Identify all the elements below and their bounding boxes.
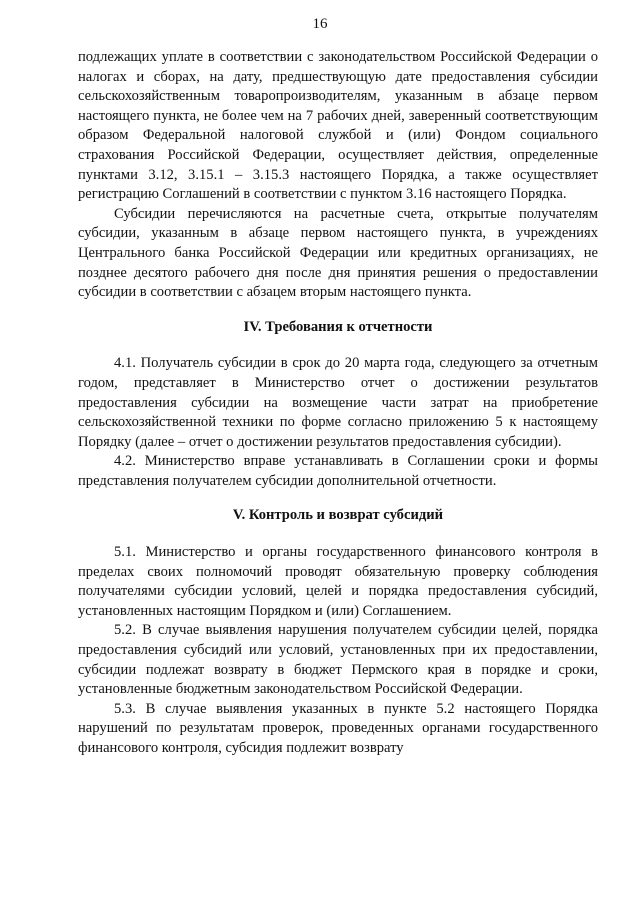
document-body: [78, 48, 598, 759]
paragraph-subsidy-transfer: Субсидии перечисляются на расчетные счета, открытые получателям субсидии, указанным в абзаце первом настоящего пункта, в учреждениях Центрального банка Российской Федерации или кредитных организациях, не позднее десятого рабочего дня после дня принятия решения о предоставлении субсидии в соответствии с абзацем вторым настоящего пункта.: [78, 205, 598, 301]
paragraph-4-2: 4.2. Министерство вправе устанавливать в Соглашении сроки и формы представления получателем субсидии дополнительной отчетности.: [78, 453, 598, 489]
paragraph-continued: подлежащих уплате в соответствии с законодательством Российской Федерации о налогах и сборах, на дату, предшествующую дате предоставления субсидии сельскохозяйственным товаропроизводителям, указанным в абзаце первом настоящего пункта, не более чем на 7 рабочих дней, заверенный соответствующим образом Федеральной налоговой службой и (или) Фондом социального страхования Российской Федерации, осуществляет действия, определенные пунктами 3.12, 3.15.1 – 3.15.3 настоящего Порядка, а также осуществляет регистрацию Соглашений в соответствии с пунктом 3.16 настоящего Порядка.: [78, 49, 598, 203]
paragraph-5-2: 5.2. В случае выявления нарушения получателем субсидии целей, порядка предоставления субсидий или условий, установленных при их предоставлении, субсидии подлежат возврату в бюджет Пермского края в порядке и сроки, установленные бюджетным законодательством Российской Федерации.: [78, 622, 598, 698]
page-number: 16: [312, 16, 328, 32]
paragraph-4-1: 4.1. Получатель субсидии в срок до 20 марта года, следующего за отчетным годом, представляет в Министерство отчет о достижении результатов предоставления субсидии на возмещение части затрат на приобретение сельскохозяйственной техники по форме согласно приложению 5 к настоящему Порядку (далее – отчет о достижении результатов предоставления субсидии).: [78, 355, 598, 450]
paragraph-5-1: 5.1. Министерство и органы государственного финансового контроля в пределах своих полномочий проводят обязательную проверку соблюдения получателями субсидии условий, целей и порядка предоставления субсидий, установленных настоящим Порядком и (или) Соглашением.: [78, 544, 598, 619]
paragraph-5-3: 5.3. В случае выявления указанных в пункте 5.2 настоящего Порядка нарушений по результатам проверок, проведенных органами государственного финансового контроля, субсидия подлежит возврату: [78, 700, 598, 756]
section-heading-reporting: IV. Требования к отчетности: [243, 318, 433, 335]
section-heading-control: V. Контроль и возврат субсидий: [232, 507, 444, 524]
